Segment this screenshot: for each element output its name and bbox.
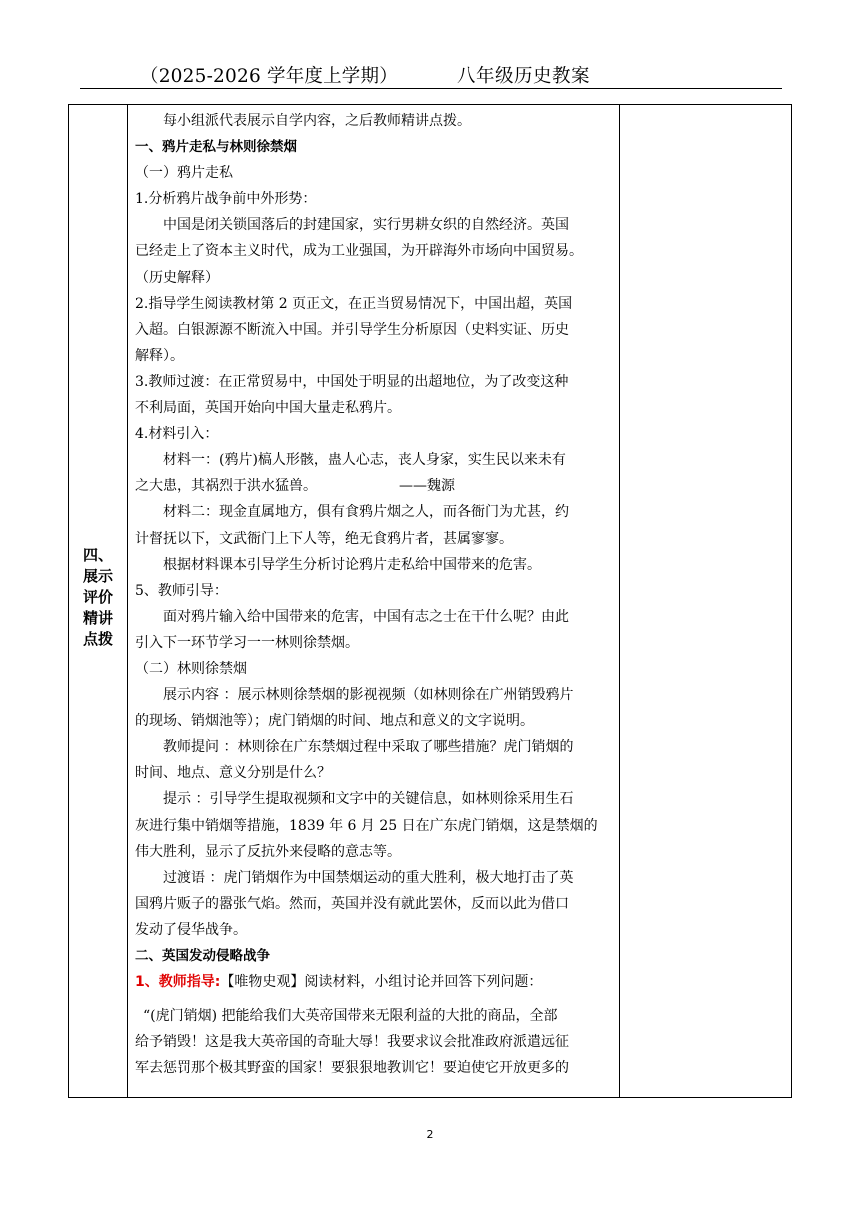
heading-british-aggression: 二、英国发动侵略战争 bbox=[135, 948, 270, 964]
text-line bbox=[135, 969, 613, 995]
lesson-plan-table bbox=[68, 104, 792, 1098]
section-label-line: 四、 bbox=[82, 546, 113, 564]
section-label-line: 评价 bbox=[82, 588, 113, 606]
text-line: 材料二：现金直属地方，俱有食鸦片烟之人，而各衙门为尤甚，约 bbox=[163, 504, 569, 521]
text-line: 提示 ：引导学生提取视频和文字中的关键信息，如林则徐采用生石 bbox=[163, 791, 574, 808]
text-line: 发动了侵华战争。 bbox=[135, 921, 247, 938]
text-line: 引入下一环节学习一一林则徐禁烟。 bbox=[135, 634, 359, 651]
text-line: 灰进行集中销烟等措施，1839 年 6 月 25 日在广东虎门销烟，这是禁烟的 bbox=[135, 817, 598, 834]
text-line: 4.材料引入： bbox=[135, 426, 219, 443]
quote-line: 给予销毁！这是我大英帝国的奇耻大辱！我要求议会批准政府派遣远征 bbox=[135, 1034, 569, 1051]
text-line: 不利局面，英国开始向中国大量走私鸦片。 bbox=[135, 400, 401, 417]
section-label-line: 精讲 bbox=[82, 609, 113, 627]
column-divider bbox=[127, 105, 128, 1097]
subheading-opium-smuggling: （一）鸦片走私 bbox=[135, 165, 233, 182]
text-line: 入超。白银源源不断流入中国。并引导学生分析原因（史料实证、历史 bbox=[135, 321, 569, 338]
text-line bbox=[135, 473, 613, 499]
text-line: 面对鸦片输入给中国带来的危害，中国有志之士在干什么呢？由此 bbox=[163, 608, 569, 625]
text-line: 每小组派代表展示自学内容，之后教师精讲点拨。 bbox=[163, 113, 471, 129]
text-line: 计督抚以下，文武衙门上下人等，绝无食鸦片者，甚属寥寥。 bbox=[135, 530, 513, 547]
text-line: 2.指导学生阅读教材第 2 页正文，在正当贸易情况下，中国出超，英国 bbox=[135, 295, 573, 312]
teacher-guidance-label: 1、教师指导: bbox=[135, 974, 221, 991]
text-line: 中国是闭关锁国落后的封建国家，实行男耕女织的自然经济。英国 bbox=[163, 217, 569, 234]
text-line: 已经走上了资本主义时代，成为工业强国，为开辟海外市场向中国贸易。 bbox=[135, 243, 583, 260]
text-line: 3.教师过渡：在正常贸易中，中国处于明显的出超地位，为了改变这种 bbox=[135, 373, 569, 390]
material-text: 之大患，其祸烈于洪水猛兽。 bbox=[135, 478, 317, 495]
header-divider bbox=[80, 88, 782, 89]
text-line: 材料一：(鸦片)槁人形骸，蛊人心志，丧人身家，实生民以来未有 bbox=[163, 452, 566, 469]
column-divider bbox=[619, 105, 620, 1097]
text-line: 根据材料课本引导学生分析讨论鸦片走私给中国带来的危害。 bbox=[163, 556, 541, 573]
text-line: 解释）。 bbox=[135, 347, 184, 364]
lesson-content bbox=[135, 108, 613, 1081]
heading-opium-smuggling-and-ban: 一、鸦片走私与林则徐禁烟 bbox=[135, 139, 297, 156]
text-line: 5、教师引导： bbox=[135, 582, 228, 599]
text-line: 伟大胜利，显示了反抗外来侵略的意志等。 bbox=[135, 843, 401, 860]
text-line: （历史解释） bbox=[135, 269, 219, 286]
text-line: 1.分析鸦片战争前中外形势： bbox=[135, 191, 317, 208]
section-label-line: 点拨 bbox=[82, 630, 113, 648]
text-line: 时间、地点、意义分别是什么？ bbox=[135, 765, 331, 782]
text-line: 国鸦片贩子的嚣张气焰。然而，英国并没有就此罢休，反而以此为借口 bbox=[135, 895, 569, 912]
text-line: 展示内容 ：展示林则徐禁烟的影视视频（如林则徐在广州销毁鸦片 bbox=[163, 687, 574, 704]
header-school-year: （2025-2026 学年度上学期） bbox=[140, 66, 398, 87]
section-label-line: 展示 bbox=[82, 567, 113, 585]
page-number: 2 bbox=[426, 1128, 434, 1141]
material-source: ——魏源 bbox=[399, 478, 455, 495]
quote-line: 军去惩罚那个极其野蛮的国家！要狠狠地教训它！要迫使它开放更多的 bbox=[135, 1060, 569, 1077]
text-line: 的现场、销烟池等）；虎门销烟的时间、地点和意义的文字说明。 bbox=[135, 713, 534, 730]
teacher-guidance-text: 【唯物史观】阅读材料，小组讨论并回答下列问题： bbox=[220, 974, 543, 991]
section-label bbox=[69, 545, 127, 665]
subheading-lin-zexu-ban: （二）林则徐禁烟 bbox=[135, 660, 247, 677]
header-document-title: 八年级历史教案 bbox=[457, 66, 591, 87]
text-line: 过渡语 ：虎门销烟作为中国禁烟运动的重大胜利，极大地打击了英 bbox=[163, 869, 574, 886]
text-line: 教师提问 ：林则徐在广东禁烟过程中采取了哪些措施？虎门销烟的 bbox=[163, 739, 574, 756]
quote-line: “(虎门销烟) 把能给我们大英帝国带来无限利益的大批的商品，全部 bbox=[143, 1008, 558, 1025]
